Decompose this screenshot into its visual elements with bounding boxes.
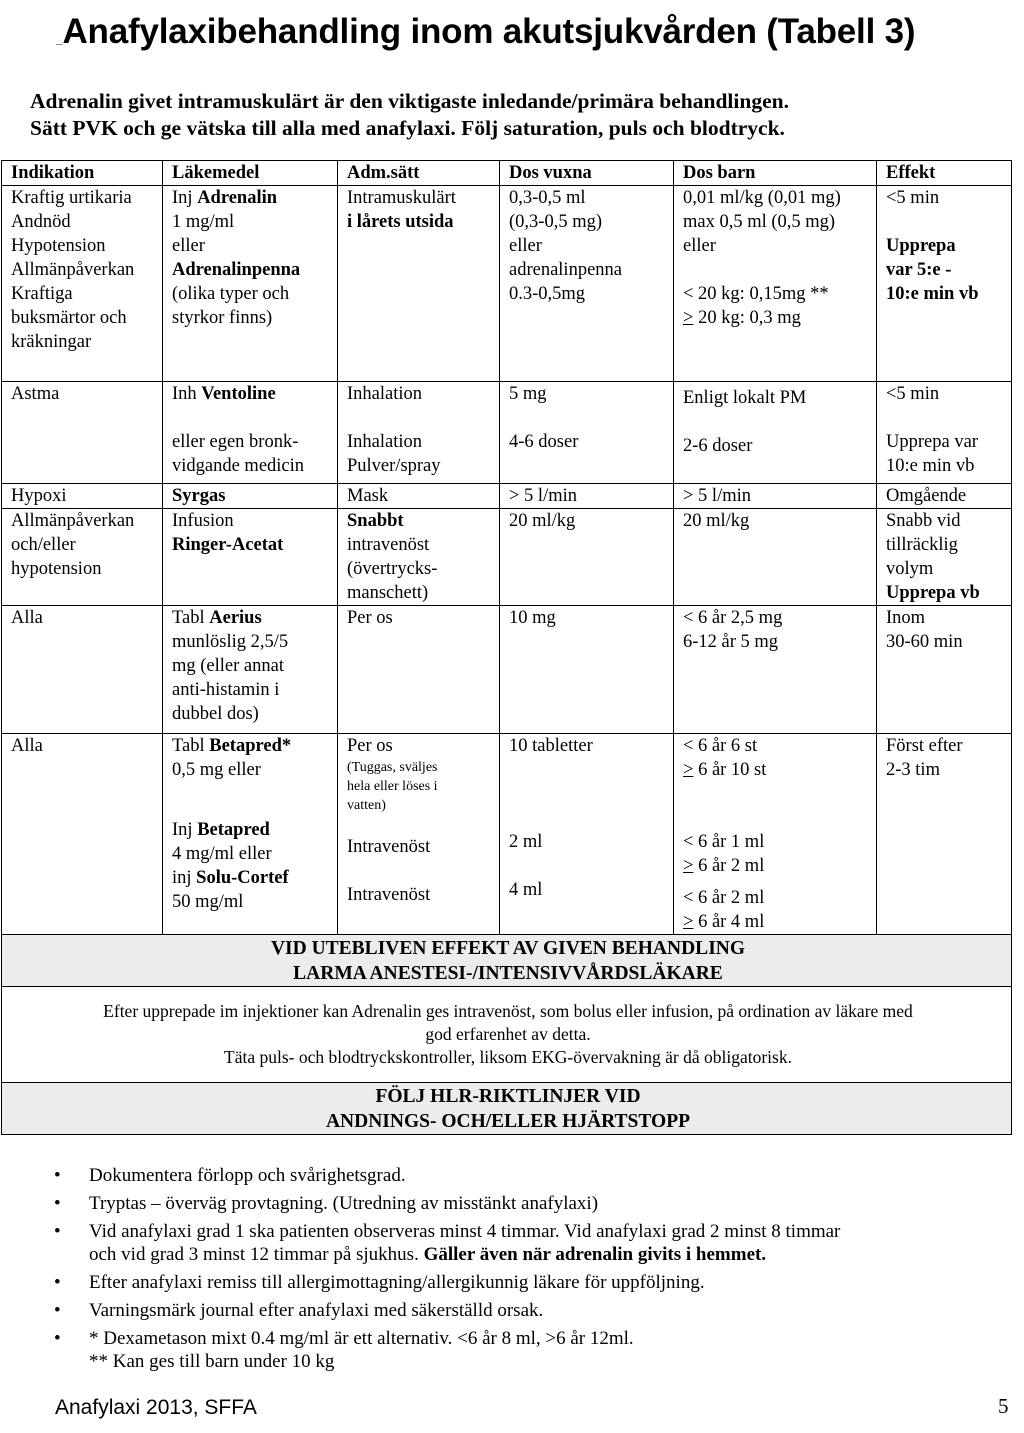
cell-dose-child: > 5 l/min <box>674 484 877 509</box>
cell-line: Intravenöst <box>347 885 431 905</box>
cell-dose-child <box>674 186 877 382</box>
cell-text: Upprepa <box>886 236 956 256</box>
intro-line: Adrenalin givet intramuskulärt är den viktigaste inledande/primära behandlingen. <box>30 89 789 113</box>
bullet-icon: • <box>54 1272 61 1293</box>
cell-line: 10:e min vb <box>886 456 975 476</box>
cell-line: 4-6 doser <box>509 432 579 452</box>
cell-line: kräkningar <box>11 332 92 352</box>
list-item-text: Vid anafylaxi grad 1 ska patienten observeras minst 4 timmar. Vid anafylaxi grad 2 minst 8 timmar <box>89 1221 841 1242</box>
list-item <box>54 1327 1014 1373</box>
cell-text: > <box>683 308 694 328</box>
page-number: 5 <box>998 1394 1009 1418</box>
cell-text: -Acetat <box>225 535 284 555</box>
cell-line <box>172 866 331 890</box>
cell-administration: Mask <box>338 484 500 509</box>
cell-text: 10:e min vb <box>886 284 979 304</box>
cell-line: eller <box>172 236 205 256</box>
cell-line <box>886 282 1005 306</box>
cell-line: volym <box>886 559 934 579</box>
cell-effect <box>877 186 1012 382</box>
cell-line: hypotension <box>11 559 102 579</box>
cell-line: Inom <box>886 608 926 628</box>
cell-line: eller <box>683 236 716 256</box>
column-header: Effekt <box>877 161 1012 186</box>
column-header: Adm.sätt <box>338 161 500 186</box>
cell-administration <box>338 382 500 484</box>
cell-administration <box>338 509 500 606</box>
note-line: Täta puls- och blodtryckskontroller, liksom EKG-övervakning är då obligatorisk. <box>224 1047 792 1067</box>
cell-text: 6 år 10 st <box>693 760 767 780</box>
table-header-row <box>2 161 1012 186</box>
cell-text: 6 år 4 ml <box>693 912 765 932</box>
cell-text: Snabbt <box>347 511 404 531</box>
cell-line: 0,01 ml/kg (0,01 mg) <box>683 188 841 208</box>
cell-line: hela eller löses i <box>347 779 438 794</box>
cell-drug <box>163 734 338 935</box>
cell-line: Per os <box>347 736 393 756</box>
cell-text: Adrenalin <box>197 188 278 208</box>
list-item-text <box>89 1243 1014 1266</box>
cell-line <box>172 258 331 282</box>
cell-effect <box>877 734 1012 935</box>
column-header: Läkemedel <box>163 161 338 186</box>
cell-line: (övertrycks- <box>347 559 438 579</box>
cell-dose-adult <box>500 186 674 382</box>
cell-administration <box>338 186 500 382</box>
page-title: _Anafylaxibehandling inom akutsjukvården (Tabell 3) <box>56 12 916 51</box>
cell-indication <box>2 186 163 382</box>
cell-line: eller <box>509 236 542 256</box>
cell-line: Inhalation <box>347 384 423 404</box>
cell-dose-adult: 20 ml/kg <box>500 509 674 606</box>
cell-text: inj <box>172 868 197 888</box>
cell-line: Inhalation <box>347 432 423 452</box>
banner-line: VID UTEBLIVEN EFFEKT AV GIVEN BEHANDLING <box>270 937 746 959</box>
cell-line: (Tuggas, sväljes <box>347 760 438 775</box>
list-item <box>54 1192 1014 1215</box>
table-row <box>2 509 1012 606</box>
list-item-text: * Dexametason mixt 0.4 mg/ml är ett alternativ. <6 år 8 ml, >6 år 12ml. <box>89 1328 634 1349</box>
table-row <box>2 382 1012 484</box>
cell-drug <box>163 186 338 382</box>
cell-line: max 0,5 ml (0,5 mg) <box>683 212 836 232</box>
cell-administration: Per os <box>338 606 500 734</box>
list-item-text: ** Kan ges till barn under 10 kg <box>89 1351 335 1372</box>
cell-line: anti-histamin i <box>172 680 280 700</box>
list-item-emphasis: Gäller även när adrenalin givits i hemmet. <box>423 1244 767 1265</box>
cell-line <box>886 581 1005 605</box>
list-item-text: Efter anafylaxi remiss till allergimottagning/allergikunnig läkare för uppföljning. <box>89 1272 705 1293</box>
bullet-icon: • <box>54 1300 61 1321</box>
cell-line: Enligt lokalt PM <box>683 388 807 408</box>
cell-indication <box>2 509 163 606</box>
cell-line: 2 ml <box>509 832 543 852</box>
cell-line: mg (eller annat <box>172 656 284 676</box>
cell-line: 0,5 mg eller <box>172 760 261 780</box>
cell-line: < 6 år 1 ml <box>683 832 765 852</box>
cell-line: Intravenöst <box>347 837 431 857</box>
cell-line: 0.3-0,5mg <box>509 284 586 304</box>
banner-cell <box>2 1083 1012 1135</box>
cell-text: 20 kg: 0,3 mg <box>693 308 801 328</box>
cell-indication: Alla <box>2 734 163 935</box>
cell-administration <box>338 734 500 935</box>
cell-line: < 20 kg: 0,15mg ** <box>683 284 829 304</box>
cell-indication: Hypoxi <box>2 484 163 509</box>
cell-line <box>172 818 331 842</box>
cell-line: 2-3 tim <box>886 760 940 780</box>
cell-text: Adrenalinpenna <box>172 260 301 280</box>
cell-text: var 5:e - <box>886 260 952 280</box>
cell-dose-adult <box>500 382 674 484</box>
list-item <box>54 1164 1014 1187</box>
cell-line <box>683 910 870 934</box>
note-cell <box>2 987 1012 1083</box>
column-header: Dos barn <box>674 161 877 186</box>
cell-text: > <box>683 856 694 876</box>
cell-text: Inj <box>172 188 198 208</box>
cell-line: 5 mg <box>509 384 547 404</box>
list-item-text: Tryptas – överväg provtagning. (Utredning av misstänkt anafylaxi) <box>89 1193 599 1214</box>
cell-line <box>683 306 870 330</box>
cell-dose-adult: > 5 l/min <box>500 484 674 509</box>
cell-text: Ringer <box>172 535 226 555</box>
bullet-icon: • <box>54 1221 61 1242</box>
cell-line <box>347 509 493 533</box>
cell-effect <box>877 606 1012 734</box>
cell-line <box>172 533 331 557</box>
adrenalin-iv-note <box>2 987 1012 1083</box>
list-item <box>54 1299 1014 1322</box>
cell-effect <box>877 382 1012 484</box>
cell-line: 1 mg/ml <box>172 212 235 232</box>
cell-indication <box>2 382 163 484</box>
cell-drug <box>163 509 338 606</box>
cell-line <box>172 606 331 630</box>
cell-drug <box>163 382 338 484</box>
cell-line: adrenalinpenna <box>509 260 622 280</box>
cell-line: Kraftig urtikaria <box>11 188 132 208</box>
cell-dose-child: 20 ml/kg <box>674 509 877 606</box>
cell-text: Upprepa vb <box>886 583 980 603</box>
cell-line: 50 mg/ml <box>172 892 244 912</box>
column-header: Dos vuxna <box>500 161 674 186</box>
escalation-banner <box>2 935 1012 987</box>
cell-text: > <box>683 760 694 780</box>
cell-text: 6 år 2 ml <box>693 856 765 876</box>
cell-line: dubbel dos) <box>172 704 259 724</box>
list-item-text: och vid grad 3 minst 12 timmar på sjukhus. <box>89 1244 424 1265</box>
list-item-text: Dokumentera förlopp och svårighetsgrad. <box>89 1165 406 1186</box>
cell-text: Tabl <box>172 736 210 756</box>
cell-drug <box>163 484 338 509</box>
cell-text: > <box>683 912 694 932</box>
cell-line: Andnöd <box>11 212 71 232</box>
intro-text <box>30 88 789 142</box>
cell-text: Inj <box>172 820 198 840</box>
cell-line: Allmänpåverkan <box>11 260 135 280</box>
cell-line <box>886 234 1005 258</box>
cell-text: Tabl <box>172 608 210 628</box>
cell-text: Aerius <box>209 608 262 628</box>
table-row <box>2 606 1012 734</box>
cell-line: <5 min <box>886 188 940 208</box>
list-item <box>54 1271 1014 1294</box>
cell-line: (0,3-0,5 mg) <box>509 212 602 232</box>
cell-line: tillräcklig <box>886 535 958 555</box>
cell-text: Betapred <box>197 820 270 840</box>
cell-line: vatten) <box>347 798 386 813</box>
banner-line: ANDNINGS- OCH/ELLER HJÄRTSTOPP <box>325 1110 691 1132</box>
cell-line: Allmänpåverkan <box>11 511 135 531</box>
cell-dose-child <box>674 734 877 935</box>
bullet-icon: • <box>54 1328 61 1349</box>
cell-drug <box>163 606 338 734</box>
cell-line: 0,3-0,5 ml <box>509 188 586 208</box>
cell-line: intravenöst <box>347 535 430 555</box>
cell-line: < 6 år 2,5 mg <box>683 608 783 628</box>
cell-line: Intramuskulärt <box>347 188 456 208</box>
cell-line: < 6 år 2 ml <box>683 888 765 908</box>
cell-line: Hypotension <box>11 236 106 256</box>
cell-line <box>172 186 331 210</box>
table-row <box>2 186 1012 382</box>
cell-line: 6-12 år 5 mg <box>683 632 779 652</box>
cell-text: Syrgas <box>172 486 226 506</box>
cell-line <box>172 382 331 406</box>
cell-line <box>886 258 1005 282</box>
cell-line <box>172 734 331 758</box>
cell-line: Först efter <box>886 736 963 756</box>
column-header: Indikation <box>2 161 163 186</box>
banner-line: FÖLJ HLR-RIKTLINJER VID <box>375 1085 641 1107</box>
cell-line: Infusion <box>172 511 234 531</box>
cell-text: Betapred* <box>209 736 292 756</box>
cell-line: munlöslig 2,5/5 <box>172 632 289 652</box>
banner-cell <box>2 935 1012 987</box>
cell-line: Kraftiga <box>11 284 73 304</box>
cell-dose-child <box>674 382 877 484</box>
cell-line: 4 mg/ml eller <box>172 844 272 864</box>
cell-line: styrkor finns) <box>172 308 273 328</box>
cell-dose-child <box>674 606 877 734</box>
cell-line: manschett) <box>347 583 429 603</box>
cell-line: <5 min <box>886 384 940 404</box>
cell-line <box>683 758 870 782</box>
cell-text: Inh <box>172 384 202 404</box>
cell-line: Astma <box>11 384 60 404</box>
cell-line: (olika typer och <box>172 284 290 304</box>
cell-line <box>683 854 870 878</box>
table-row <box>2 734 1012 935</box>
cell-line: buksmärtor och <box>11 308 127 328</box>
hlr-banner <box>2 1083 1012 1135</box>
cell-line: 10 tabletter <box>509 736 593 756</box>
cell-line: Upprepa var <box>886 432 978 452</box>
list-item <box>54 1220 1014 1266</box>
cell-line: eller egen bronk- <box>172 432 299 452</box>
cell-line: vidgande medicin <box>172 456 305 476</box>
cell-line: Pulver/spray <box>347 456 441 476</box>
table-row <box>2 484 1012 509</box>
cell-dose-adult <box>500 734 674 935</box>
list-item-text: Varningsmärk journal efter anafylaxi med säkerställd orsak. <box>89 1300 544 1321</box>
cell-line: < 6 år 6 st <box>683 736 758 756</box>
bullet-icon: • <box>54 1165 61 1186</box>
cell-line: 4 ml <box>509 880 543 900</box>
bullet-list <box>54 1164 1014 1378</box>
cell-text: Ventoline <box>201 384 276 404</box>
cell-line: och/eller <box>11 535 76 555</box>
cell-text: Solu-Cortef <box>196 868 289 888</box>
cell-effect <box>877 509 1012 606</box>
cell-line: Snabb vid <box>886 511 961 531</box>
bullet-icon: • <box>54 1193 61 1214</box>
intro-line: Sätt PVK och ge vätska till alla med anafylaxi. Följ saturation, puls och blodtryck. <box>30 116 785 140</box>
treatment-table <box>1 160 1012 1135</box>
cell-line <box>347 210 493 234</box>
cell-line: 2-6 doser <box>683 436 753 456</box>
note-line: Efter upprepade im injektioner kan Adrenalin ges intravenöst, som bolus eller infusion, på ordination av läkare med <box>103 1001 913 1021</box>
cell-line: 30-60 min <box>886 632 963 652</box>
banner-line: LARMA ANESTESI-/INTENSIVVÅRDSLÄKARE <box>293 962 723 984</box>
note-line: god erfarenhet av detta. <box>425 1024 591 1044</box>
cell-text: i lårets utsida <box>347 212 454 232</box>
cell-indication: Alla <box>2 606 163 734</box>
cell-effect: Omgående <box>877 484 1012 509</box>
footer-source: Anafylaxi 2013, SFFA <box>55 1396 257 1419</box>
cell-dose-adult: 10 mg <box>500 606 674 734</box>
